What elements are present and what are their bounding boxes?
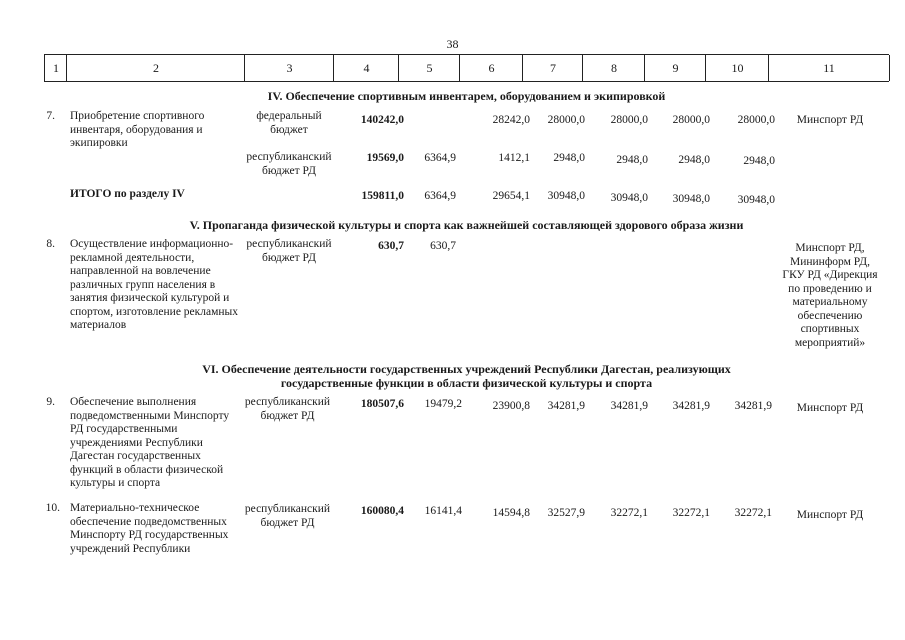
row7-c8-2: 2948,0 (616, 154, 648, 166)
row7-index: 7. (46, 110, 55, 122)
total-4-c5: 6364,9 (424, 190, 456, 202)
row10-source: республиканский бюджет РД (244, 503, 331, 529)
total-4-total: 159811,0 (361, 190, 404, 202)
row10-index: 10. (45, 502, 60, 514)
row10-total: 160080,4 (360, 505, 404, 517)
section-6-title-line1: VI. Обеспечение деятельности государственных учреждений Республики Дагестан, реализующих (202, 362, 731, 376)
row9-c6: 23900,8 (492, 400, 530, 412)
header-col-10: 10 (705, 55, 769, 81)
total-4-c7: 30948,0 (547, 190, 585, 202)
row10-c10: 32272,1 (734, 507, 772, 519)
total-4-label: ИТОГО по разделу IV (70, 188, 185, 200)
row10-name: Материально-техническое обеспечение подведомственных Минспорту РД государственных учреждений Республики (70, 502, 229, 555)
row9-source: республиканский бюджет РД (244, 396, 331, 422)
row8-total: 630,7 (378, 240, 404, 252)
row8-index: 8. (46, 238, 55, 250)
header-col-9: 9 (644, 55, 706, 81)
row7-c8-1: 28000,0 (610, 114, 648, 126)
section-4-title: IV. Обеспечение спортивным инвентарем, оборудованием и экипировкой (267, 89, 666, 103)
row7-c9-2: 2948,0 (678, 154, 710, 166)
row9-c5: 19479,2 (424, 398, 462, 410)
row9-executor: Минспорт РД (796, 402, 864, 414)
row7-c10-2: 2948,0 (743, 155, 775, 167)
row7-total-2: 19569,0 (366, 152, 404, 164)
row10-c8: 32272,1 (610, 507, 648, 519)
row7-c5-2: 6364,9 (424, 152, 456, 164)
row7-c6-2: 1412,1 (498, 152, 530, 164)
row7-name: Приобретение спортивного инвентаря, оборудования и экипировки (70, 110, 205, 149)
row9-total: 180507,6 (360, 398, 404, 410)
row7-c9-1: 28000,0 (672, 114, 710, 126)
section-6-title-line2: государственные функции в области физической культуры и спорта (280, 376, 653, 390)
header-col-2: 2 (66, 55, 245, 81)
row9-c9: 34281,9 (672, 400, 710, 412)
row8-source: республиканский бюджет РД (246, 238, 332, 264)
column-number-header (44, 54, 889, 82)
row10-c6: 14594,8 (492, 507, 530, 519)
row10-c7: 32527,9 (547, 507, 585, 519)
row9-index: 9. (46, 396, 55, 408)
row9-c10: 34281,9 (734, 400, 772, 412)
row10-executor: Минспорт РД (796, 509, 864, 521)
page-number: 38 (446, 37, 459, 51)
row8-executor: Минспорт РД, Мининформ РД, ГКУ РД «Дирекция по проведению и материальному обеспечению спортивных мероприятий» (782, 242, 878, 349)
total-4-c6: 29654,1 (492, 190, 530, 202)
row7-c6-1: 28242,0 (492, 114, 530, 126)
row7-c7-1: 28000,0 (547, 114, 585, 126)
row7-total-1: 140242,0 (360, 114, 404, 126)
row7-source-1: федеральный бюджет (256, 110, 322, 136)
row7-c10-1: 28000,0 (737, 114, 775, 126)
row7-executor: Минспорт РД (796, 114, 864, 126)
header-col-5: 5 (398, 55, 460, 81)
header-col-1: 1 (44, 55, 67, 81)
total-4-c10: 30948,0 (737, 194, 775, 206)
header-col-3: 3 (244, 55, 334, 81)
row10-c9: 32272,1 (672, 507, 710, 519)
row7-c7-2: 2948,0 (553, 152, 585, 164)
header-col-6: 6 (459, 55, 523, 81)
total-4-c8: 30948,0 (610, 192, 648, 204)
header-col-4: 4 (333, 55, 399, 81)
header-col-11: 11 (768, 55, 890, 81)
header-col-8: 8 (582, 55, 645, 81)
row10-c5: 16141,4 (424, 505, 462, 517)
total-4-c9: 30948,0 (672, 193, 710, 205)
row9-name: Обеспечение выполнения подведомственными Минспорту РД государственными учреждениями Республики Дагестан государственных функций в области физической культуры и спорта (70, 396, 230, 489)
row7-source-2: республиканский бюджет РД (246, 151, 332, 177)
row9-c8: 34281,9 (610, 400, 648, 412)
section-5-title: V. Пропаганда физической культуры и спорта как важнейшей составляющей здорового образа жизни (189, 218, 744, 232)
row9-c7: 34281,9 (547, 400, 585, 412)
row8-c5: 630,7 (430, 240, 456, 252)
header-col-7: 7 (522, 55, 583, 81)
row8-name: Осуществление информационно-рекламной деятельности, направленной на вовлечение различных групп населения в занятия физической культурой и спортом, изготовление рекламных материалов (70, 238, 238, 331)
